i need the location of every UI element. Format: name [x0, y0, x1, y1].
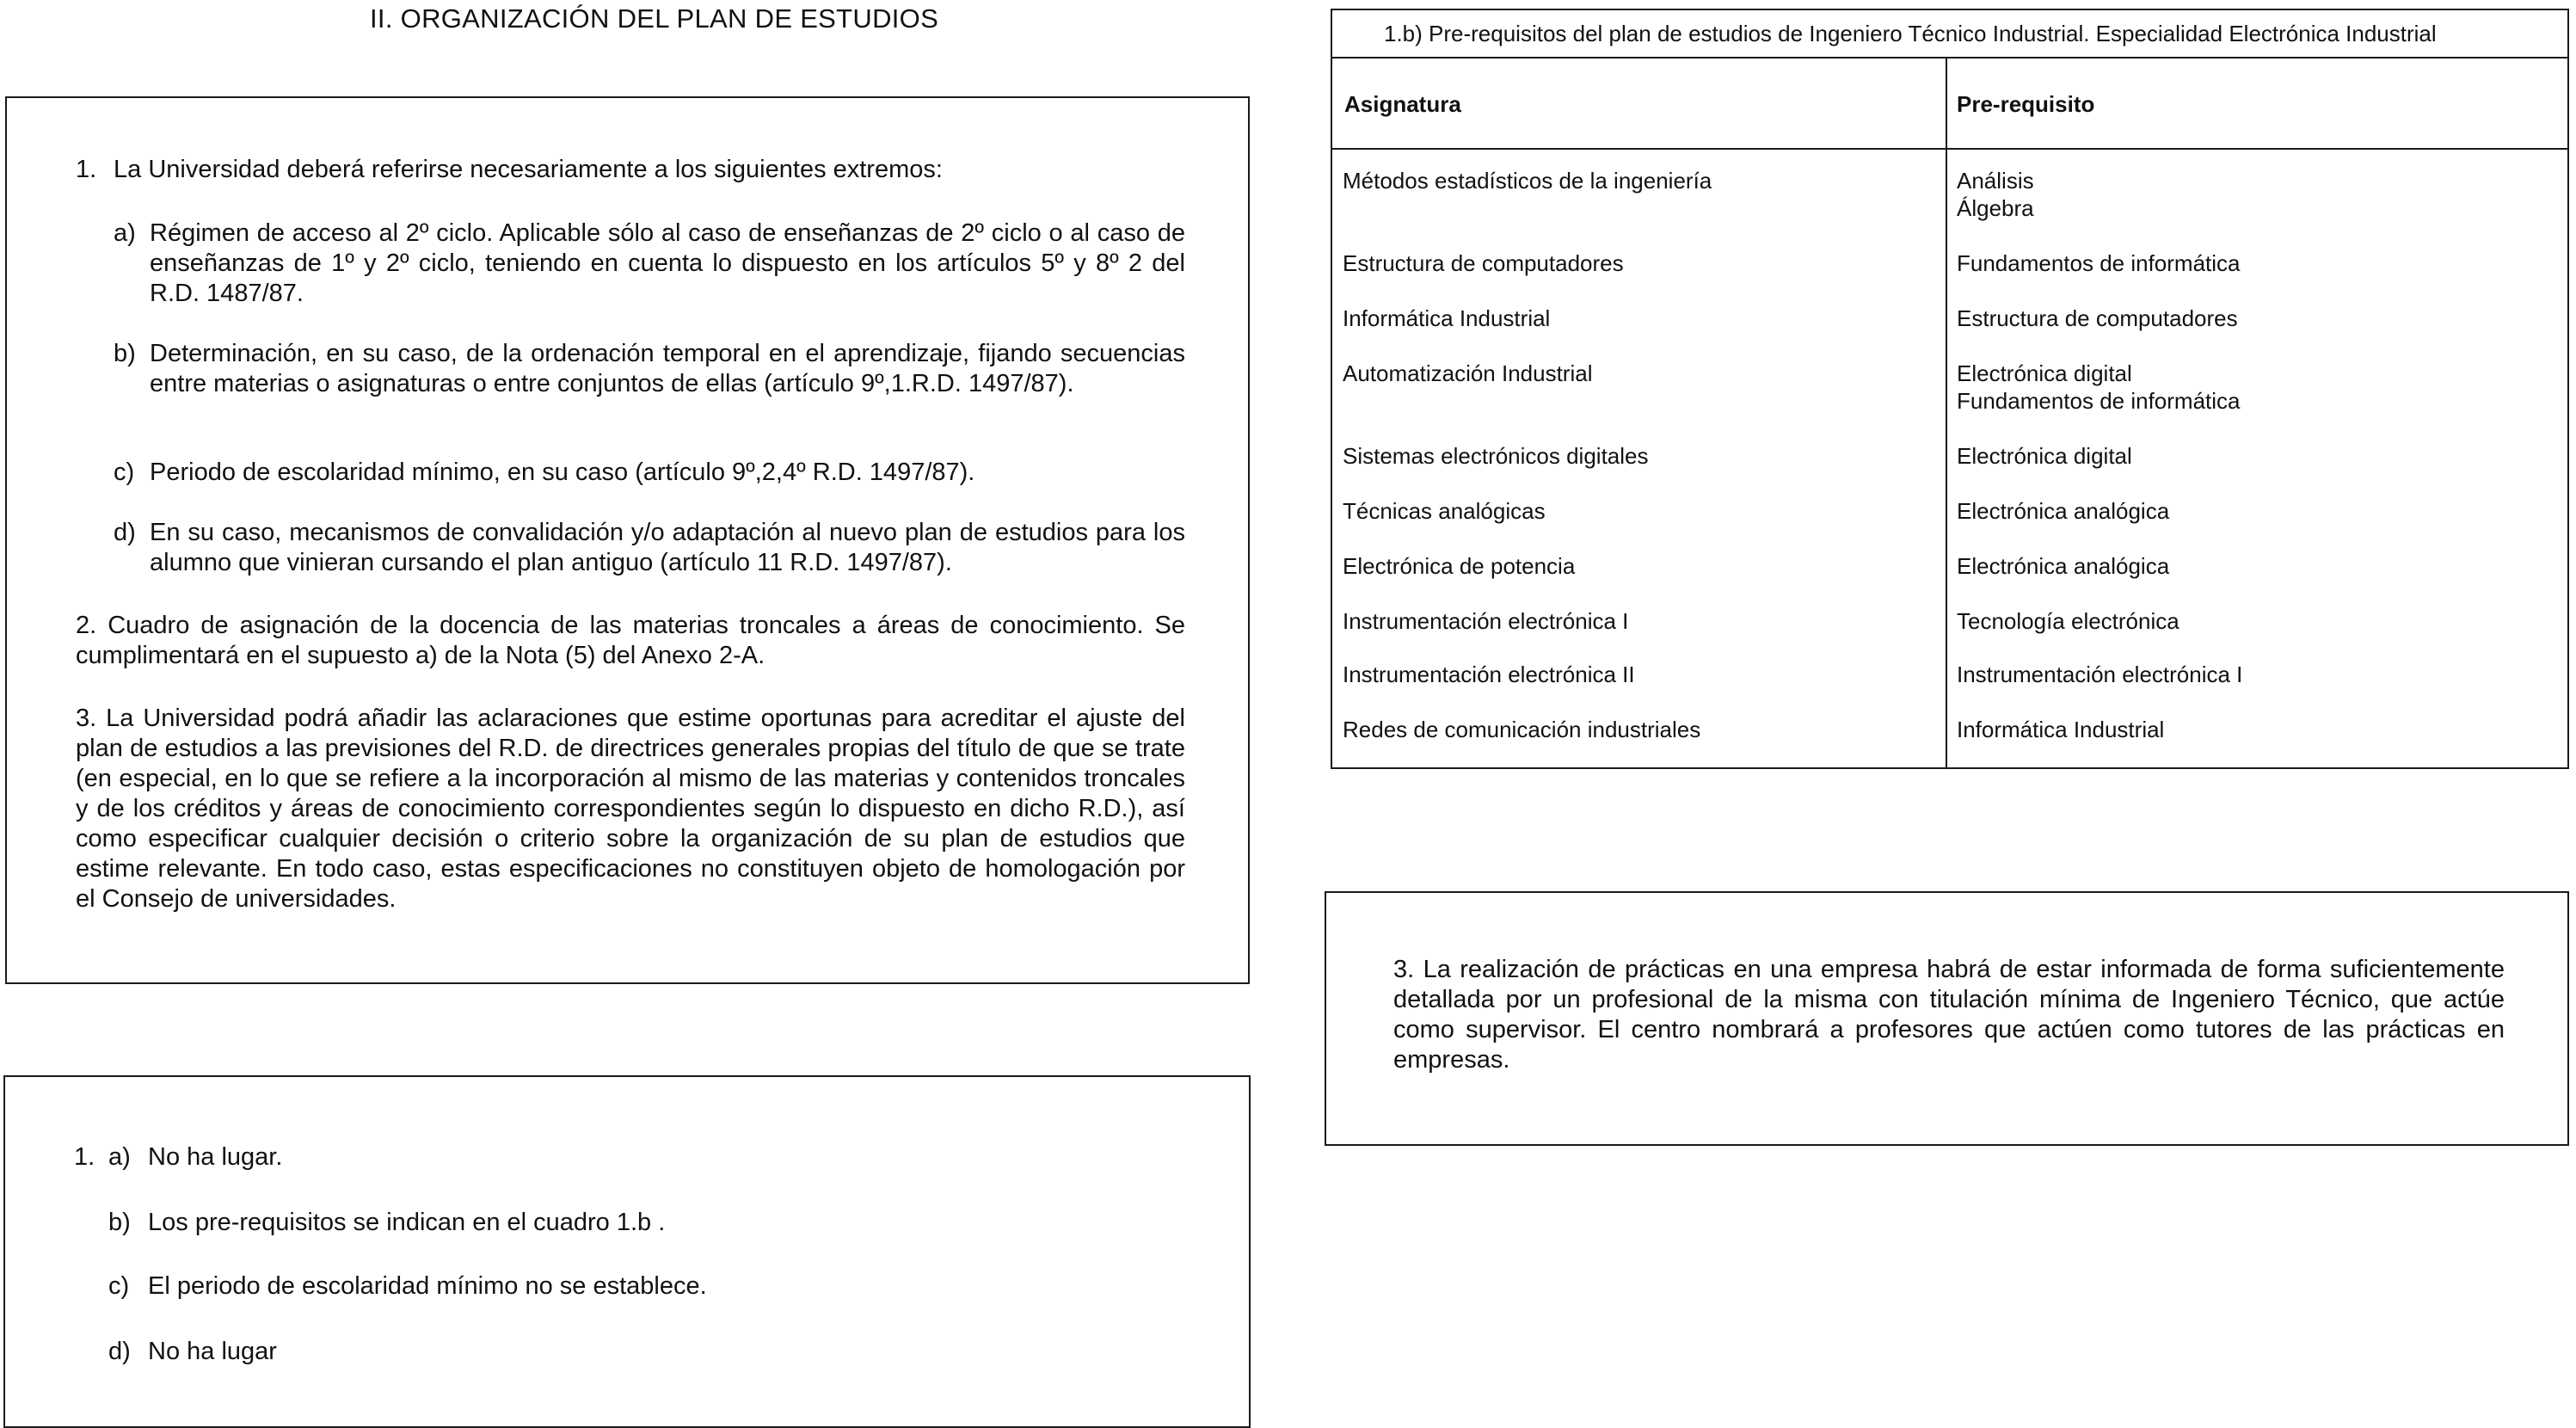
- answer-d-text: No ha lugar: [148, 1338, 277, 1365]
- item-1-text: La Universidad deberá referirse necesariamente a los siguientes extremos:: [114, 156, 943, 183]
- table-header: [1332, 58, 2567, 150]
- sub-b-label: b): [114, 340, 136, 367]
- organizacion-box: [5, 96, 1250, 984]
- table-cell-prerequisito: Fundamentos de informática: [1957, 388, 2241, 414]
- table-caption: 1.b) Pre-requisitos del plan de estudios de Ingeniero Técnico Industrial. Especialidad Electrónica Industrial: [1332, 10, 2567, 58]
- table-cell-asignatura: Instrumentación electrónica I: [1343, 608, 1629, 634]
- sub-d-label: d): [114, 519, 136, 546]
- respuestas-box: [3, 1075, 1251, 1428]
- table-cell-asignatura: Redes de comunicación industriales: [1343, 717, 1701, 742]
- answer-b-label: b): [108, 1209, 131, 1236]
- table-cell-prerequisito: Electrónica analógica: [1957, 498, 2170, 524]
- table-cell-asignatura: Estructura de computadores: [1343, 250, 1624, 276]
- column-header-prerequisito: Pre-requisito: [1957, 91, 2095, 117]
- table-cell-prerequisito: Electrónica digital: [1957, 360, 2132, 386]
- table-cell-prerequisito: Análisis: [1957, 168, 2034, 194]
- table-cell-prerequisito: Estructura de computadores: [1957, 305, 2238, 331]
- table-cell-asignatura: Métodos estadísticos de la ingeniería: [1343, 168, 1712, 194]
- table-cell-prerequisito: Álgebra: [1957, 195, 2034, 221]
- table-cell-prerequisito: Tecnología electrónica: [1957, 608, 2179, 634]
- table-cell-asignatura: Informática Industrial: [1343, 305, 1551, 331]
- table-cell-prerequisito: Fundamentos de informática: [1957, 250, 2241, 276]
- page-title: II. ORGANIZACIÓN DEL PLAN DE ESTUDIOS: [370, 3, 939, 34]
- sub-b-text: Determinación, en su caso, de la ordenación temporal en el aprendizaje, fijando secuencias entre materias o asignaturas o entre conjuntos de ellas (artículo 9º,1.R.D. 1497/87).: [150, 340, 1185, 397]
- answer-a-label: a): [108, 1143, 131, 1171]
- table-cell-prerequisito: Electrónica analógica: [1957, 553, 2170, 579]
- sub-a-text: Régimen de acceso al 2º ciclo. Aplicable sólo al caso de enseñanzas de 2º ciclo o al caso de enseñanzas de 1º y 2º ciclo, teniendo en cuenta lo dispuesto en los artículos 5º y 8º 2 del R.D. 1487/87.: [150, 219, 1185, 307]
- answer-c-label: c): [108, 1272, 130, 1300]
- table-cell-prerequisito: Electrónica digital: [1957, 443, 2132, 469]
- sub-c-text: Periodo de escolaridad mínimo, en su caso (artículo 9º,2,4º R.D. 1497/87).: [150, 459, 975, 486]
- table-cell-prerequisito: Instrumentación electrónica I: [1957, 662, 2243, 687]
- table-cell-asignatura: Electrónica de potencia: [1343, 553, 1576, 579]
- item-3-text: 3. La Universidad podrá añadir las aclaraciones que estime oportunas para acreditar el ajuste del plan de estudios a las previsiones del R.D. de directrices generales propias del título de que se trate (en especial, en lo que se refiere a la incorporación al mismo de las materias y contenidos troncales y de los créditos y áreas de conocimiento correspondientes según lo dispuesto en dicho R.D.), así como especificar cualquier decisión o criterio sobre la organización de su plan de estudios que estime relevante. En todo caso, estas especificaciones no constituyen objeto de homologación por el Consejo de universidades.: [76, 705, 1185, 913]
- practicas-text: 3. La realización de prácticas en una empresa habrá de estar informada de forma suficientemente detallada por un profesional de la misma con titulación mínima de Ingeniero Técnico, que actúe como supervisor. El centro nombrará a profesores que actúen como tutores de las prácticas en empresas.: [1393, 956, 2505, 1074]
- item-1-number: 1.: [76, 156, 97, 183]
- sub-a-label: a): [114, 219, 136, 247]
- answer-b-text: Los pre-requisitos se indican en el cuadro 1.b .: [148, 1209, 666, 1236]
- table-cell-asignatura: Técnicas analógicas: [1343, 498, 1546, 524]
- column-header-asignatura: Asignatura: [1344, 91, 1461, 117]
- table-cell-asignatura: Automatización Industrial: [1343, 360, 1593, 386]
- practicas-box: [1325, 891, 2569, 1146]
- table-cell-asignatura: Sistemas electrónicos digitales: [1343, 443, 1649, 469]
- answer-c-text: El periodo de escolaridad mínimo no se establece.: [148, 1272, 707, 1300]
- column-divider: [1946, 58, 1947, 769]
- item-2-text: 2. Cuadro de asignación de la docencia de las materias troncales a áreas de conocimiento. Se cumplimentará en el supuesto a) de la Nota (5) del Anexo 2-A.: [76, 612, 1185, 669]
- table-cell-asignatura: Instrumentación electrónica II: [1343, 662, 1635, 687]
- answer-a-text: No ha lugar.: [148, 1143, 283, 1171]
- sub-c-label: c): [114, 459, 135, 486]
- answers-number: 1.: [74, 1143, 95, 1171]
- prerequisitos-table: [1331, 9, 2569, 769]
- answer-d-label: d): [108, 1338, 131, 1365]
- table-cell-prerequisito: Informática Industrial: [1957, 717, 2165, 742]
- sub-d-text: En su caso, mecanismos de convalidación y/o adaptación al nuevo plan de estudios para los alumno que vinieran cursando el plan antiguo (artículo 11 R.D. 1497/87).: [150, 519, 1185, 576]
